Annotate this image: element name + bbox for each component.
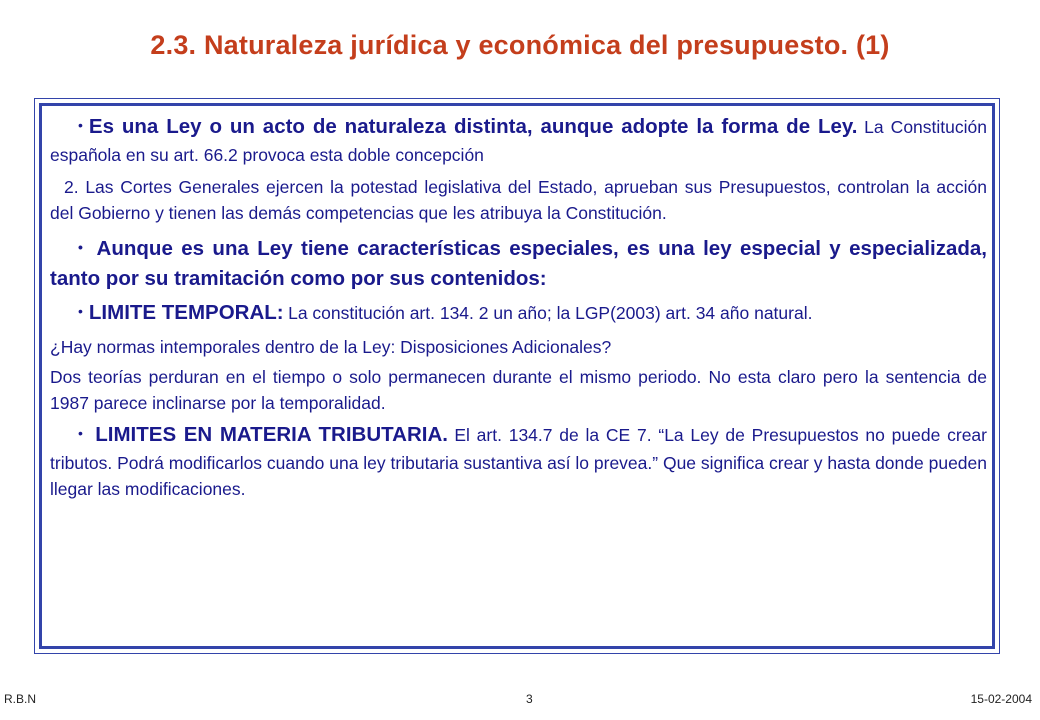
footer-page-number: 3	[526, 692, 533, 706]
paragraph-limite-temporal	[50, 298, 987, 328]
paragraph-ley-normal: La Constitución española en su art. 66.2 provoca esta doble concepción	[50, 117, 987, 165]
paragraph-caracteristicas-text: Aunque es una Ley tiene características especiales, es una ley especial y especializada, tanto por su tramitación como por sus contenidos:	[50, 237, 987, 290]
bullet-icon: •	[78, 303, 83, 319]
content-frame	[39, 103, 995, 649]
bullet-icon: •	[78, 117, 83, 133]
limites-tributaria-text: El art. 134.7 de la CE 7. “La Ley de Presupuestos no puede crear tributos. Podrá modificarlos cuando una ley tributaria sustantiva así lo prevea.” Que significa crear y hasta donde pueden llegar las modificaciones.	[50, 425, 987, 499]
paragraph-ley	[50, 112, 987, 168]
paragraph-cortes: 2. Las Cortes Generales ejercen la potestad legislativa del Estado, aprueban sus Presupuestos, controlan la acción del Gobierno y tienen las demás competencias que les atribuya la Constitución.	[50, 177, 987, 223]
paragraph-caracteristicas	[50, 232, 987, 294]
bullet-icon: •	[78, 425, 83, 441]
paragraph-limites-tributaria	[50, 420, 987, 502]
bullet-icon: •	[78, 239, 83, 255]
paragraph-ley-bold: Es una Ley o un acto de naturaleza distinta, aunque adopte la forma de Ley.	[88, 115, 858, 138]
limite-temporal-text: La constitución art. 134. 2 un año; la LGP(2003) art. 34 año natural.	[288, 303, 813, 323]
limite-temporal-heading: LIMITE TEMPORAL:	[88, 301, 284, 324]
slide-title: 2.3. Naturaleza jurídica y económica del presupuesto. (1)	[150, 30, 890, 60]
limites-tributaria-heading: LIMITES EN MATERIA TRIBUTARIA.	[95, 423, 448, 446]
paragraph-dos-teorias: Dos teorías perduran en el tiempo o solo permanecen durante el mismo periodo. No esta claro pero la sentencia de 1987 parece inclinarse por la temporalidad.	[50, 367, 987, 413]
footer-date: 15-02-2004	[970, 692, 1032, 706]
paragraph-normas-intemporales: ¿Hay normas intemporales dentro de la Ley: Disposiciones Adicionales?	[50, 337, 612, 357]
footer-author: R.B.N	[4, 692, 37, 706]
